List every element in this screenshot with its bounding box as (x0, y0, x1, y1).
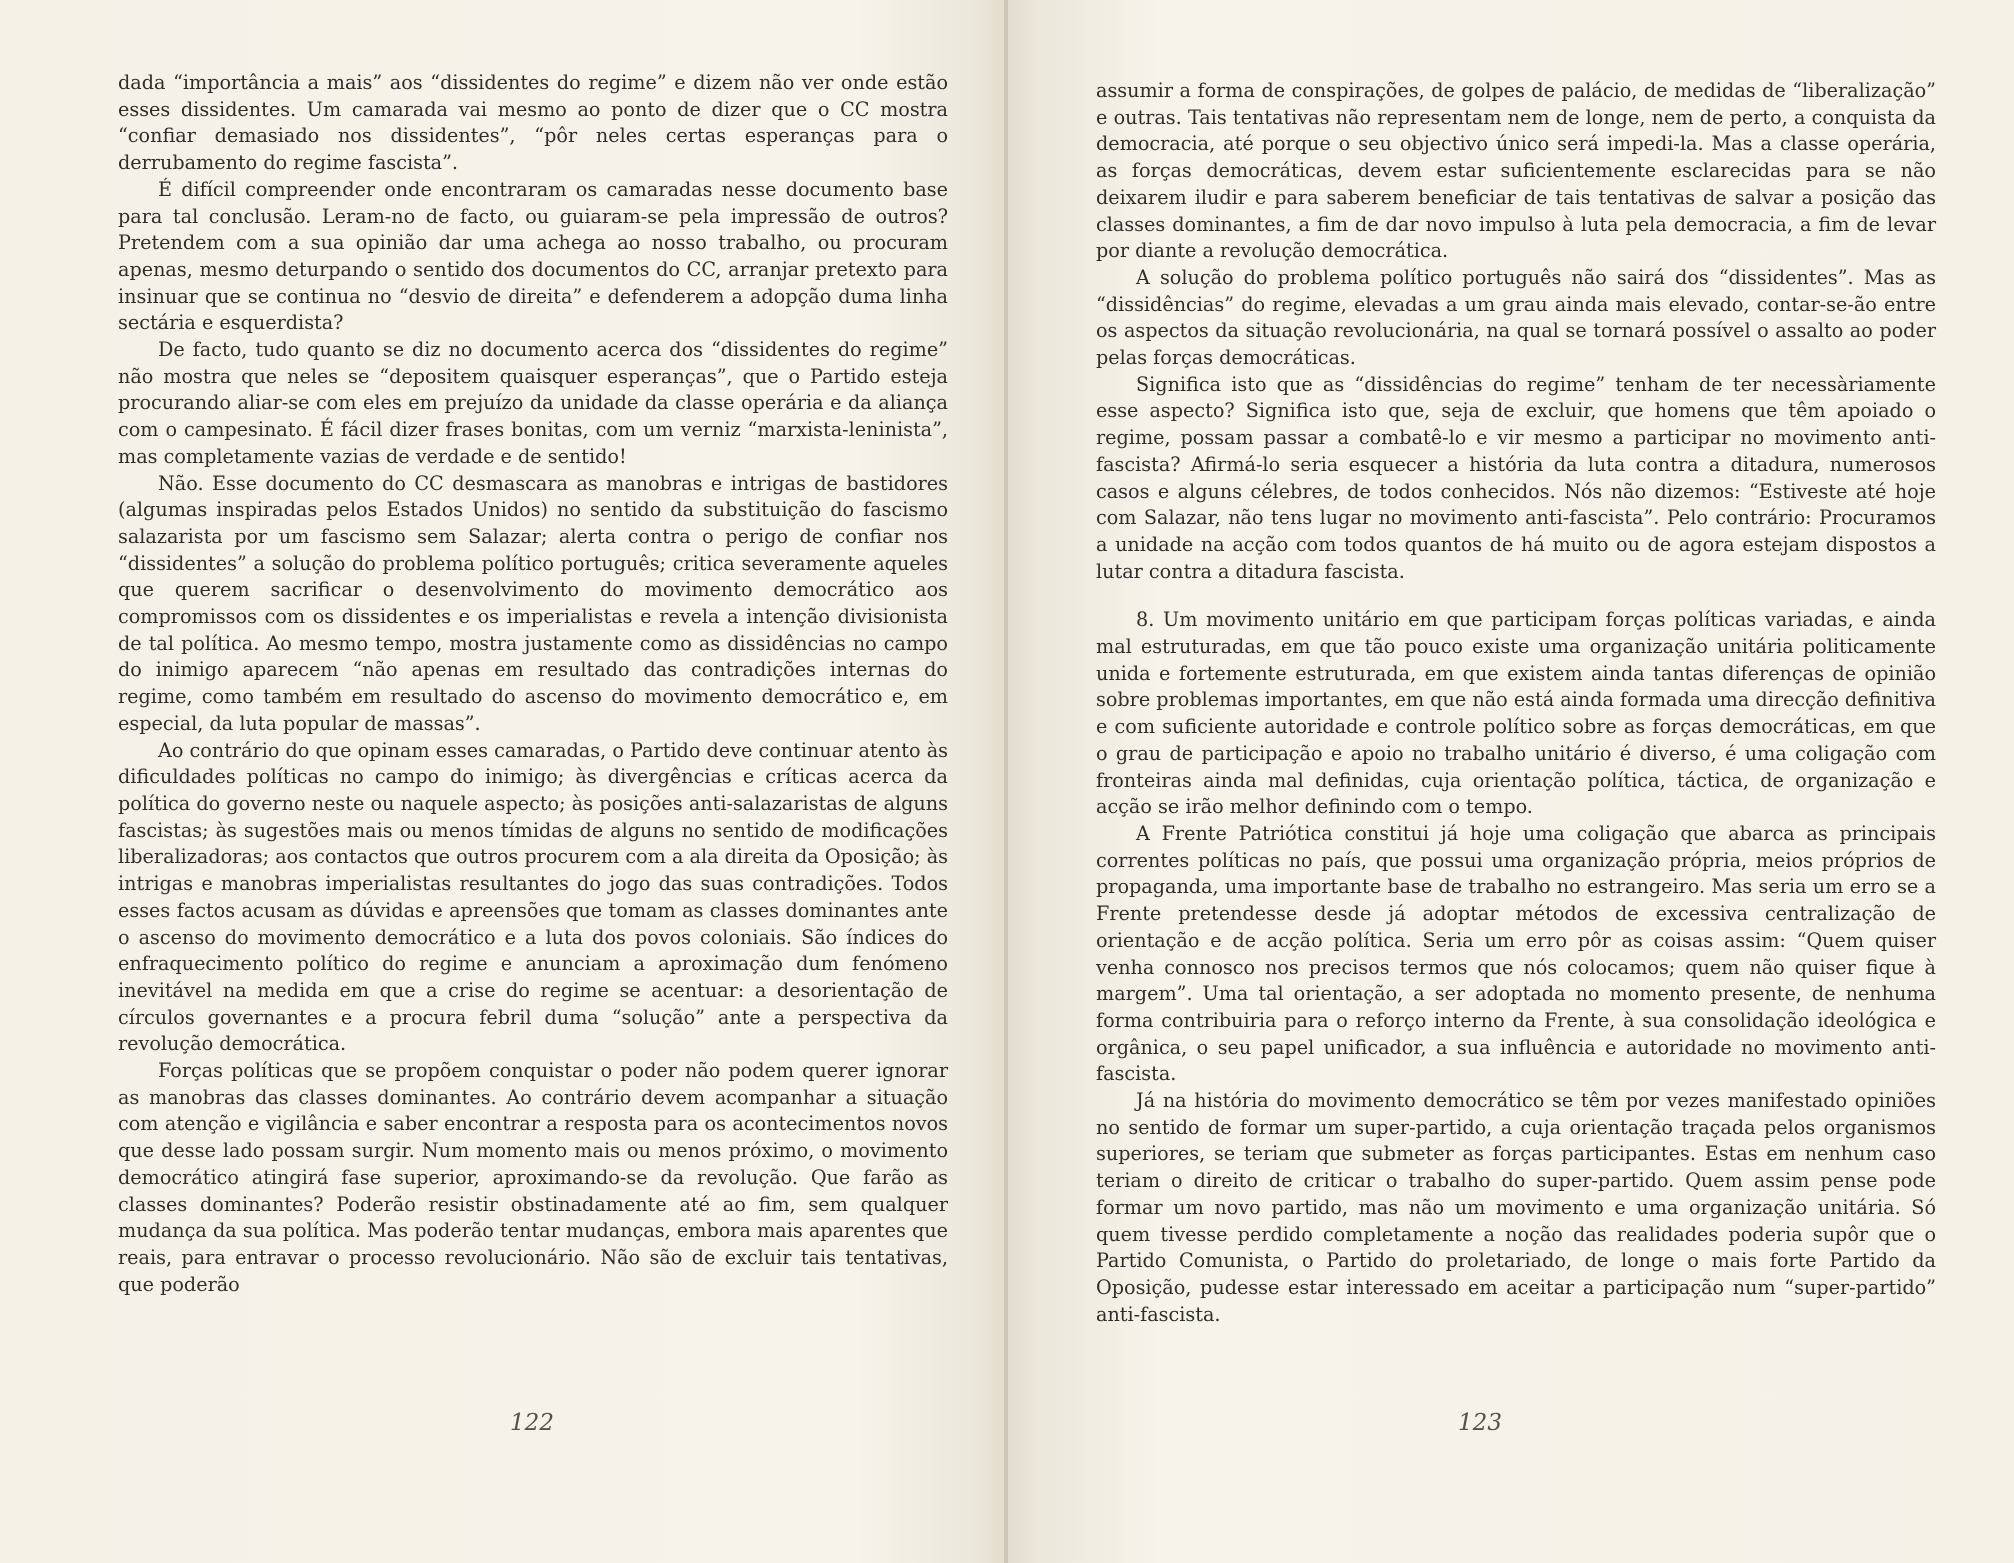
paragraph: Significa isto que as “dissidências do regime” tenham de ter necessàriamente esse aspecto? Significa isto que, seja de excluir, que homens que têm apoiado o regime, possam passar a combatê-lo e vir mesmo a participar no movimento anti-fascista? Afirmá-lo seria esquecer a história da luta contra a ditadura, numerosos casos e alguns célebres, de todos conhecidos. Nós não dizemos: “Estiveste até hoje com Salazar, não tens lugar no movimento anti-fascista”. Pelo contrário: Procuramos a unidade na acção com todos quantos de há muito ou de agora estejam dispostos a lutar contra a ditadura fascista. (1096, 372, 1936, 583)
left-page (0, 0, 1006, 1563)
paragraph: Forças políticas que se propõem conquistar o poder não podem querer ignorar as manobras das classes dominantes. Ao contrário devem acompanhar a situação com atenção e vigilância e saber encontrar a resposta para os acontecimentos novos que desse lado possam surgir. Num momento mais ou menos próximo, o movimento democrático atingirá fase superior, aproximando-se da revolução. Que farão as classes dominantes? Poderão resistir obstinadamente até ao fim, sem qualquer mudança da sua política. Mas poderão tentar mudanças, embora mais aparentes que reais, para entravar o processo revolucionário. Não são de excluir tais tentativas, que poderão (118, 1059, 948, 1296)
paragraph: É difícil compreender onde encontraram os camaradas nesse documento base para tal conclusão. Leram-no de facto, ou guiaram-se pela impressão de outros? Pretendem com a sua opinião dar uma achega ao nosso trabalho, ou procuram apenas, mesmo deturpando o sentido dos documentos do CC, arranjar pretexto para insinuar que se continua no “desvio de direita” e defenderem a adopção duma linha sectária e esquerdista? (118, 177, 948, 335)
paragraph: Ao contrário do que opinam esses camaradas, o Partido deve continuar atento às dificuldades políticas no campo do inimigo; às divergências e críticas acerca da política do governo neste ou naquele aspecto; às posições anti-salazaristas de alguns fascistas; às sugestões mais ou menos tímidas de alguns no sentido de modificações liberalizadoras; aos contactos que outros procurem com a ala direita da Oposição; às intrigas e manobras imperialistas resultantes do jogo das suas contradições. Todos esses factos acusam as dúvidas e apreensões que tomam as classes dominantes ante o ascenso do movimento democrático e a luta dos povos coloniais. São índices do enfraquecimento político do regime e anunciam a aproximação dum fenómeno inevitável na medida em que a crise do regime se acentuar: a desorientação de círculos governantes e a procura febril duma “solução” ante a perspectiva da revolução democrática. (118, 738, 948, 1056)
paragraph: dada “importância a mais” aos “dissidentes do regime” e dizem não ver onde estão esses dissidentes. Um camarada vai mesmo ao ponto de dizer que o CC mostra “confiar demasiado nos dissidentes”, “pôr neles certas esperanças para o derrubamento do regime fascista”. (118, 71, 948, 175)
right-page (1008, 0, 2014, 1563)
paragraph: A Frente Patriótica constitui já hoje uma coligação que abarca as principais correntes políticas no país, que possui uma organização própria, meios próprios de propaganda, uma importante base de trabalho no estrangeiro. Mas seria um erro se a Frente pretendesse desde já adoptar métodos de excessiva centralização de orientação e de acção política. Seria um erro pôr as coisas assim: “Quem quiser venha connosco nos precisos termos que nós colocamos; quem não quiser fique à margem”. Uma tal orientação, a ser adoptada no momento presente, de nenhuma forma contribuiria para o reforço interno da Frente, à sua consolidação ideológica e orgânica, o seu papel unificador, a sua influência e autoridade no movimento anti-fascista. (1096, 821, 1936, 1086)
paragraph: De facto, tudo quanto se diz no documento acerca dos “dissidentes do regime” não mostra que neles se “depositem quaisquer esperanças”, que o Partido esteja procurando aliar-se com eles em prejuízo da unidade da classe operária e da aliança com o campesinato. É fácil dizer frases bonitas, com um verniz “marxista-leninista”, mas completamente vazias de verdade e de sentido! (118, 338, 948, 468)
paragraph: assumir a forma de conspirações, de golpes de palácio, de medidas de “liberalização” e outras. Tais tentativas não representam nem de longe, nem de perto, a conquista da democracia, até porque o seu objectivo único será impedi-la. Mas a classe operária, as forças democráticas, devem estar suficientemente esclarecidas para se não deixarem iludir e para saberem beneficiar de tais tentativas de salvar a posição das classes dominantes, a fim de dar novo impulso à luta pela democracia, a fim de levar por diante a revolução democrática. (1096, 79, 1936, 263)
page-number: 122 (510, 1410, 554, 1436)
paragraph: 8. Um movimento unitário em que participam forças políticas variadas, e ainda mal estruturadas, em que tão pouco existe uma organização unitária politicamente unida e fortemente estruturada, em que existem ainda tantas diferenças de opinião sobre problemas importantes, em que não está ainda formada uma direcção definitiva e com suficiente autoridade e controle político sobre as forças democráticas, em que o grau de participação e apoio no trabalho unitário é diverso, é uma coligação com fronteiras ainda mal definidas, cuja orientação política, táctica, de organização e acção se irão melhor definindo com o tempo. (1096, 608, 1936, 819)
left-page-text (118, 70, 948, 1298)
paragraph: Já na história do movimento democrático se têm por vezes manifestado opiniões no sentido de formar um super-partido, a cuja orientação traçada pelos organismos superiores, se teriam que submeter as forças participantes. Estas em nenhum caso teriam o direito de criticar o trabalho do super-partido. Quem assim pense pode formar um novo partido, mas não um movimento e uma organização unitária. Só quem tivesse perdido completamente a noção das realidades poderia supôr que o Partido Comunista, o Partido do proletariado, de longe o mais forte Partido da Oposição, pudesse estar interessado em aceitar a participação num “super-partido” anti-fascista. (1096, 1089, 1936, 1326)
right-page-text (1096, 78, 1936, 1328)
paragraph: A solução do problema político português não sairá dos “dissidentes”. Mas as “dissidências” do regime, elevadas a um grau ainda mais elevado, contar-se-ão entre os aspectos da situação revolucionária, na qual se tornará possível o assalto ao poder pelas forças democráticas. (1096, 265, 1936, 370)
page-number: 123 (1458, 1410, 1502, 1436)
paragraph: Não. Esse documento do CC desmascara as manobras e intrigas de bastidores (algumas inspiradas pelos Estados Unidos) no sentido da substituição do fascismo salazarista por um fascismo sem Salazar; alerta contra o perigo de confiar nos “dissidentes” a solução do problema político português; critica severamente aqueles que querem sacrificar o desenvolvimento do movimento democrático aos compromissos com os dissidentes e os imperialistas e revela a intenção divisionista de tal política. Ao mesmo tempo, mostra justamente como as dissidências no campo do inimigo aparecem “não apenas em resultado das contradições internas do regime, como também em resultado do ascenso do movimento democrático e, em especial, da luta popular de massas”. (118, 471, 948, 735)
